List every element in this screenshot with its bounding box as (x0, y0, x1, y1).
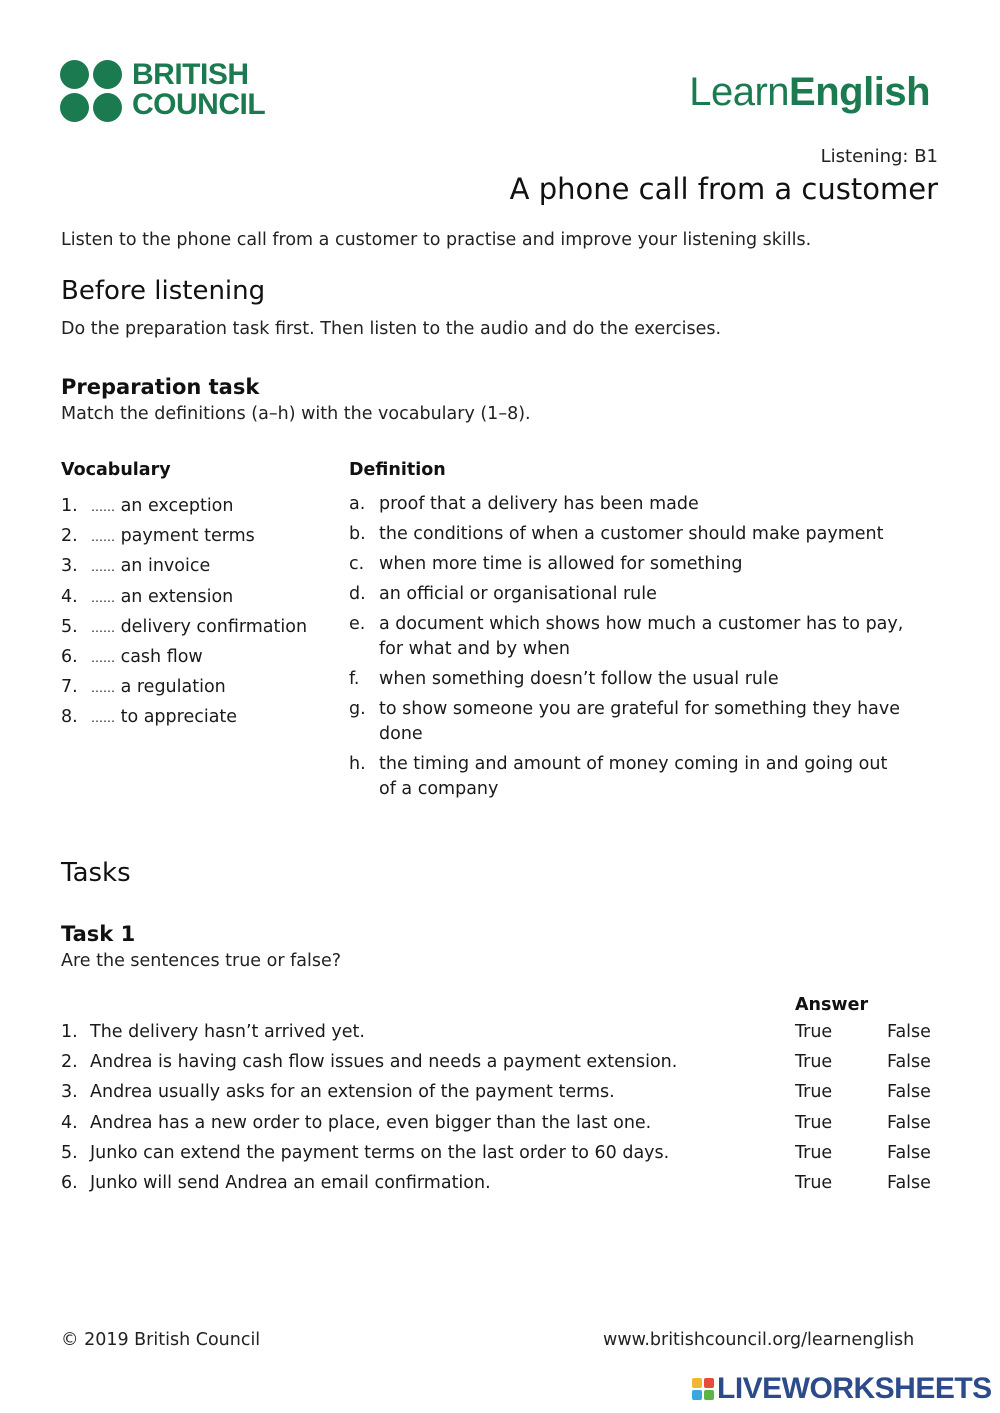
true-option[interactable]: True (795, 1052, 833, 1073)
learnenglish-logo: LearnEnglish (689, 70, 930, 114)
vocabulary-term: payment terms (120, 526, 255, 547)
task1-item-number: 5. (61, 1142, 78, 1163)
before-listening-text: Do the preparation task first. Then listen to the audio and do the exercises. (61, 319, 722, 339)
true-false-list (61, 1018, 941, 1199)
definition-letter: a. (349, 494, 366, 514)
level-label: Listening: B1 (820, 146, 938, 167)
vocabulary-term: an extension (120, 586, 234, 607)
task1-instruction: Are the sentences true or false? (61, 951, 342, 971)
page-title: A phone call from a customer (509, 172, 938, 206)
answer-blank[interactable]: …… (91, 500, 115, 514)
answer-blank[interactable]: …… (91, 650, 115, 665)
task1-item-text: Andrea is having cash flow issues and needs a payment extension. (90, 1052, 678, 1073)
liveworksheets-wordmark: LIVEWORKSHEETS (717, 1372, 992, 1405)
definition-letter: f. (349, 669, 360, 689)
answer-blank[interactable]: …… (91, 681, 115, 696)
definition-letter: g. (349, 699, 366, 719)
vocabulary-number: 4. (61, 586, 78, 607)
task1-item-number: 2. (61, 1052, 78, 1073)
task1-item (61, 1078, 941, 1108)
vocabulary-term: cash flow (120, 646, 203, 667)
vocabulary-list (61, 492, 341, 734)
definition-item (349, 582, 909, 607)
false-option[interactable]: False (887, 1142, 931, 1163)
task1-item-text: Junko can extend the payment terms on the last order to 60 days. (90, 1142, 670, 1163)
definition-letter: e. (349, 614, 366, 634)
definition-text: the conditions of when a customer should make payment (379, 524, 884, 544)
definition-item (349, 697, 909, 747)
vocabulary-item (61, 613, 341, 643)
definition-letter: d. (349, 584, 366, 604)
definition-text: a document which shows how much a customer has to pay, for what and by when (379, 614, 904, 659)
vocabulary-number: 7. (61, 677, 78, 698)
vocabulary-heading: Vocabulary (61, 460, 171, 480)
definition-item (349, 612, 909, 662)
vocabulary-number: 1. (61, 496, 78, 516)
vocabulary-term: a regulation (120, 677, 226, 698)
british-council-dots-icon (60, 60, 122, 122)
definition-text: when something doesn’t follow the usual rule (379, 669, 779, 689)
vocabulary-item (61, 583, 341, 613)
task1-item-number: 4. (61, 1112, 78, 1133)
definition-text: when more time is allowed for something (379, 554, 743, 574)
liveworksheets-mark-icon (692, 1378, 714, 1400)
preparation-task-heading: Preparation task (61, 375, 260, 399)
answer-heading: Answer (795, 995, 869, 1015)
task1-item (61, 1018, 941, 1048)
task1-item-number: 1. (61, 1022, 78, 1042)
task1-item-text: Junko will send Andrea an email confirmation. (90, 1172, 491, 1193)
task1-item-text: Andrea usually asks for an extension of the payment terms. (90, 1082, 615, 1103)
copyright: © 2019 British Council (61, 1330, 261, 1350)
task1-item (61, 1169, 941, 1199)
vocabulary-term: an exception (120, 496, 234, 516)
vocabulary-item (61, 552, 341, 582)
vocabulary-item (61, 673, 341, 703)
vocabulary-number: 5. (61, 616, 78, 637)
true-option[interactable]: True (795, 1082, 833, 1103)
vocabulary-number: 3. (61, 556, 78, 577)
answer-blank[interactable]: …… (91, 560, 115, 575)
answer-blank[interactable]: …… (91, 530, 115, 545)
answer-blank[interactable]: …… (91, 620, 115, 635)
task1-item-number: 3. (61, 1082, 78, 1103)
true-option[interactable]: True (795, 1112, 833, 1133)
tasks-heading: Tasks (61, 858, 131, 888)
vocabulary-term: delivery confirmation (120, 616, 308, 637)
true-option[interactable]: True (795, 1172, 833, 1193)
definition-item (349, 752, 909, 802)
definition-text: to show someone you are grateful for something they have done (379, 699, 901, 744)
definition-list (349, 492, 909, 807)
false-option[interactable]: False (887, 1052, 931, 1073)
answer-blank[interactable]: …… (91, 711, 115, 726)
liveworksheets-logo (692, 1374, 992, 1404)
intro-text: Listen to the phone call from a customer to practise and improve your listening skills. (61, 230, 812, 250)
task1-heading: Task 1 (61, 922, 136, 946)
definition-item (349, 522, 909, 547)
task1-item-text: The delivery hasn’t arrived yet. (90, 1022, 365, 1042)
footer-url: www.britishcouncil.org/learnenglish (603, 1330, 915, 1350)
task1-item (61, 1109, 941, 1139)
definition-text: proof that a delivery has been made (379, 494, 699, 514)
vocabulary-number: 6. (61, 646, 78, 667)
vocabulary-number: 2. (61, 526, 78, 547)
task1-item-number: 6. (61, 1172, 78, 1193)
definition-text: an official or organisational rule (379, 584, 657, 604)
vocabulary-item (61, 703, 341, 733)
preparation-instruction: Match the definitions (a–h) with the vocabulary (1–8). (61, 404, 531, 424)
true-option[interactable]: True (795, 1022, 833, 1042)
definition-item (349, 667, 909, 692)
answer-blank[interactable]: …… (91, 590, 115, 605)
british-council-wordmark: BRITISH COUNCIL (132, 58, 266, 121)
true-option[interactable]: True (795, 1142, 833, 1163)
definition-item (349, 492, 909, 517)
vocabulary-item (61, 522, 341, 552)
definition-text: the timing and amount of money coming in and going out of a company (379, 754, 888, 799)
definition-item (349, 552, 909, 577)
false-option[interactable]: False (887, 1082, 931, 1103)
task1-item (61, 1048, 941, 1078)
vocabulary-number: 8. (61, 707, 78, 728)
definition-letter: b. (349, 524, 366, 544)
british-council-logo (60, 60, 275, 122)
vocabulary-term: to appreciate (120, 707, 238, 728)
before-listening-heading: Before listening (61, 276, 266, 306)
task1-item (61, 1139, 941, 1169)
vocabulary-item (61, 492, 341, 522)
vocabulary-term: an invoice (120, 556, 211, 577)
false-option[interactable]: False (887, 1112, 931, 1133)
definition-heading: Definition (349, 460, 446, 480)
vocabulary-item (61, 643, 341, 673)
task1-item-text: Andrea has a new order to place, even bigger than the last one. (90, 1112, 652, 1133)
definition-letter: h. (349, 754, 366, 774)
false-option[interactable]: False (887, 1172, 931, 1193)
false-option[interactable]: False (887, 1022, 931, 1042)
definition-letter: c. (349, 554, 365, 574)
